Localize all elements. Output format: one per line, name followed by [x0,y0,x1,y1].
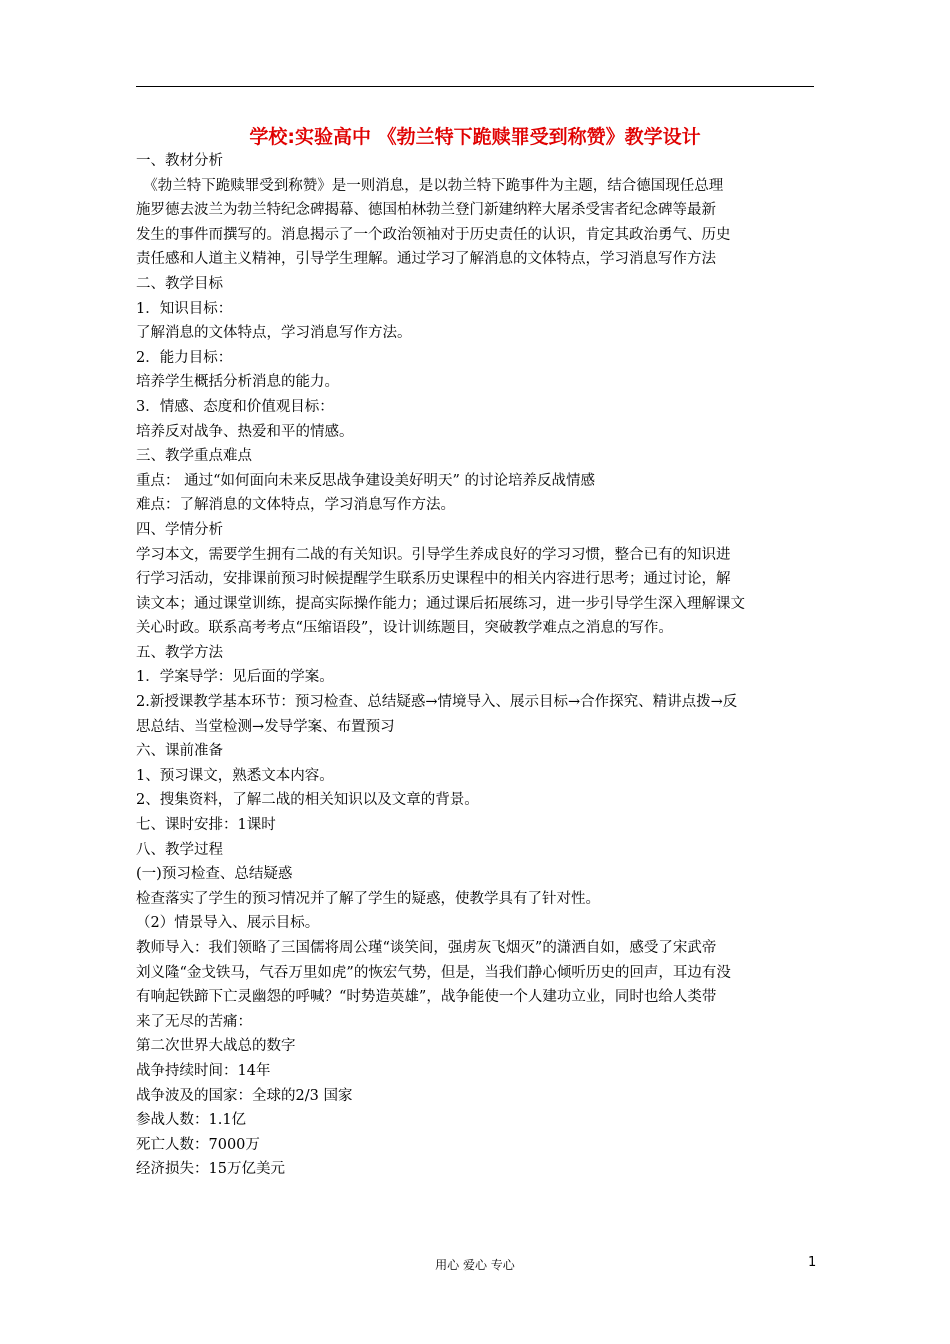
text-line: 经济损失：15万亿美元 [136,1161,285,1178]
text-line: 了解消息的文体特点，学习消息写作方法。 [136,325,412,342]
text-line: 战争波及的国家：全球的2/3 国家 [136,1087,353,1104]
text-line: 2．能力目标： [136,349,233,366]
text-line: 五、教学方法 [136,644,223,661]
text-line: 培养学生概括分析消息的能力。 [136,374,339,391]
text-line: 读文本；通过课堂训练，提高实际操作能力；通过课后拓展练习，进一步引导学生深入理解课文 [136,595,745,612]
text-line: (一)预习检查、总结疑惑 [136,866,293,883]
text-line: 2、搜集资料，了解二战的相关知识以及文章的背景。 [136,792,479,809]
document-title: 学校:实验高中 《勃兰特下跪赎罪受到称赞》教学设计 [249,126,701,148]
text-line: 3．情感、态度和价值观目标： [136,398,334,415]
text-line: 检查落实了学生的预习情况并了解了学生的疑惑，使教学具有了针对性。 [136,890,600,907]
text-line: 二、教学目标 [136,275,223,292]
text-line: 一、教材分析 [136,153,223,169]
text-line: 参战人数：1.1亿 [136,1112,247,1129]
text-line: 八、教学过程 [136,841,223,858]
text-line: 1．知识目标： [136,300,233,317]
text-line: 思总结、当堂检测→发导学案、布置预习 [136,718,395,735]
text-line: 七、课时安排：1课时 [136,817,276,834]
text-line: 有响起铁蹄下亡灵幽怨的呼喊？“时势造英雄”，战争能使一个人建功立业，同时也给人类带 [136,989,717,1006]
text-line: 1．学案导学：见后面的学案。 [136,669,334,686]
text-line: 关心时政。联系高考考点“压缩语段”，设计训练题目，突破教学难点之消息的写作。 [136,620,673,637]
text-line: 来了无尽的苦痛： [136,1013,252,1030]
text-line: 第二次世界大战总的数字 [136,1038,296,1055]
text-line: 2.新授课教学基本环节：预习检查、总结疑惑→情境导入、展示目标→合作探究、精讲点拨→反 [136,694,738,711]
text-line: 教师导入：我们领略了三国儒将周公瑾“谈笑间，强虏灰飞烟灭”的潇洒自如，感受了宋武帝 [136,940,717,956]
text-line: 发生的事件而撰写的。消息揭示了一个政治领袖对于历史责任的认识，肯定其政治勇气、历史 [136,226,731,243]
text-line: 1、预习课文，熟悉文本内容。 [136,767,334,784]
header-rule [136,86,814,87]
text-line: 死亡人数：7000万 [136,1136,260,1153]
text-line: 三、教学重点难点 [136,448,252,465]
text-line: 责任感和人道主义精神，引导学生理解。通过学习了解消息的文体特点，学习消息写作方法 [136,251,716,268]
text-line: 四、学情分析 [136,521,223,538]
text-line: （2）情景导入、展示目标。 [136,915,320,932]
page-number: 1 [808,1255,817,1270]
text-line: 六、课前准备 [136,743,223,760]
text-line: 行学习活动，安排课前预习时候提醒学生联系历史课程中的相关内容进行思考；通过讨论，解 [136,571,731,588]
text-line: 难点：了解消息的文体特点，学习消息写作方法。 [136,497,455,514]
text-line: 战争持续时间：14年 [136,1062,271,1079]
text-line: 施罗德去波兰为勃兰特纪念碑揭幕、德国柏林勃兰登门新建纳粹大屠杀受害者纪念碑等最新 [136,202,716,219]
text-line: 学习本文，需要学生拥有二战的有关知识。引导学生养成良好的学习习惯，整合已有的知识进 [136,546,731,563]
page-footer: 用心 爱心 专心 [435,1258,515,1272]
text-line: 培养反对战争、热爱和平的情感。 [136,423,354,440]
document-body [136,149,816,1182]
text-line: 《勃兰特下跪赎罪受到称赞》是一则消息，是以勃兰特下跪事件为主题，结合德国现任总理 [136,177,724,194]
text-line: 刘义隆“金戈铁马，气吞万里如虎”的恢宏气势，但是，当我们静心倾听历史的回声，耳边有没 [136,964,731,981]
text-line: 重点： 通过“如何面向未来反思战争建设美好明天” 的讨论培养反战情感 [136,472,596,489]
